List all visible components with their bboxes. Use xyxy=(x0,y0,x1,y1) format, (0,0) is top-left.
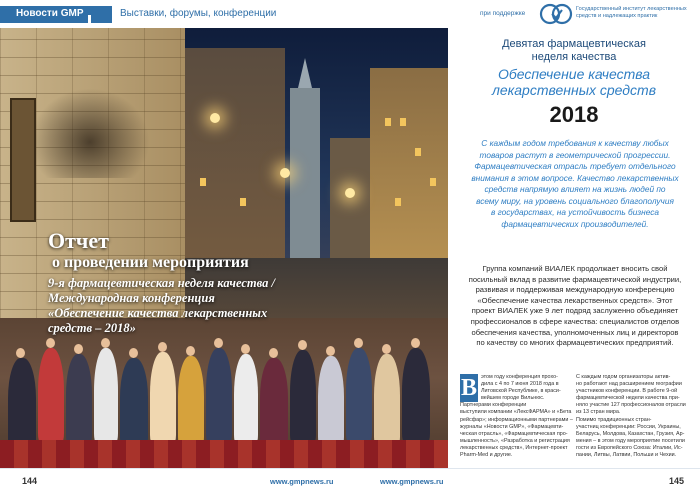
lit-window xyxy=(395,198,401,206)
attendee xyxy=(206,348,232,443)
attendee-head xyxy=(46,338,55,348)
intro-line: обеспечения качества, уполномоченных лиц и директоров xyxy=(471,327,679,337)
column-line: участников конференции. В работе 9-ой xyxy=(576,388,678,395)
attendee-head xyxy=(326,346,335,356)
attendee xyxy=(8,358,36,448)
column-line: этом году конференция прохо- xyxy=(481,374,558,380)
lead-line: Фармацевтическая отрасль требует отдельного xyxy=(474,161,676,171)
attendee-head xyxy=(158,342,167,352)
column-line: Партнерами конференции xyxy=(460,402,527,409)
attendee xyxy=(374,354,400,446)
article-headline xyxy=(448,66,700,98)
event-name-line: «Обеспечение качества лекарственных xyxy=(48,306,268,320)
column-line: мения – в этом году мероприятие посетили xyxy=(576,437,685,444)
section-tag-label: Новости GMP xyxy=(16,8,84,19)
attendee-head xyxy=(129,348,138,358)
attendee xyxy=(120,358,148,446)
attendee xyxy=(260,358,288,446)
attendee xyxy=(178,356,204,446)
article-column-1 xyxy=(460,374,576,459)
headline-line: Обеспечение качества xyxy=(497,66,651,82)
support-label: при поддержке xyxy=(480,10,526,17)
lead-line: фармацевтических производителей. xyxy=(501,218,649,229)
attendee-head xyxy=(74,344,83,354)
event-photo xyxy=(0,28,448,468)
intro-line: «Обеспечение качества лекарственных средств». Этот xyxy=(477,295,673,305)
kicker-line: неделя качества xyxy=(531,51,617,63)
column-line: вейшем городе Вильнюс. xyxy=(481,395,545,402)
report-title: Отчет xyxy=(48,228,109,253)
wall-window xyxy=(10,98,36,222)
event-name-line: Международная конференция xyxy=(48,291,215,305)
street-lamp-icon xyxy=(210,113,220,123)
lead-line: в государствах, на устойчивость бизнеса xyxy=(490,207,660,217)
column-line: фармацевтической недели качества при- xyxy=(576,395,680,402)
attendee xyxy=(94,348,118,443)
column-line: участниц конференции: России, Украины, xyxy=(576,423,681,430)
attendee xyxy=(234,354,258,444)
column-line: выступили компании «ЛексФАРМА» и «Бета xyxy=(460,409,572,416)
attendee xyxy=(318,356,344,446)
attendee xyxy=(402,348,430,443)
column-line: журналы «Новости GMP», «Фармацевти- xyxy=(460,423,564,430)
attendee xyxy=(66,354,92,444)
lead-line: С каждым годом требования к качеству любых xyxy=(481,138,669,148)
site-link-left[interactable]: www.gmpnews.ru xyxy=(270,477,334,486)
event-name xyxy=(48,276,348,336)
intro-line: по качеству со многих фармацевтических предприятий. xyxy=(476,338,674,348)
headline-line: лекарственных средств xyxy=(491,82,657,98)
street-lamp-icon xyxy=(280,168,290,178)
column-line: из 13 стран мира. xyxy=(576,409,621,416)
institute-name: Государственный институт лекарственных средств и надлежащих практик xyxy=(576,6,687,19)
section-tag-divider xyxy=(88,15,91,26)
intro-line: проект ВИАЛЕК уже 9 лет подряд заслуженно объединяет xyxy=(471,306,679,316)
attendee xyxy=(150,352,176,444)
column-line: гости из Европейского Союза: Италии, Ис- xyxy=(576,444,683,451)
intro-line: профессионалов в сфере качества: специалистов отделов xyxy=(470,316,680,326)
column-line: мышленность», «Разработка и регистрация xyxy=(460,437,570,444)
column-line: Pharm-Med и другие. xyxy=(460,452,513,459)
article-kicker xyxy=(448,38,700,64)
intro-line: развивая и поддерживая международную конференцию xyxy=(475,285,675,295)
intro-line: посильный вклад в развитие фармацевтической индустрии, xyxy=(468,274,682,284)
column-line: няло участие 127 профессионалов отрасли xyxy=(576,402,686,409)
lit-window xyxy=(400,118,406,126)
article-intro xyxy=(460,264,690,349)
intro-line: Группа компаний ВИАЛЕК продолжает вносить свой xyxy=(482,264,668,273)
lead-line: товаров растут в геометрической прогрессии. xyxy=(479,149,671,160)
church-spire xyxy=(298,58,312,88)
header-left xyxy=(0,0,350,28)
page-footer xyxy=(0,468,700,494)
column-line: Беларусь, Молдова, Казахстан, Грузия, Ар- xyxy=(576,430,685,437)
lead-line: средств напрямую влияет на жизнь людей по xyxy=(484,184,666,194)
page-number-right: 145 xyxy=(668,476,684,486)
page-number-left: 144 xyxy=(22,476,38,486)
lit-window xyxy=(415,148,421,156)
attendee xyxy=(346,348,372,443)
lit-window xyxy=(240,198,246,206)
column-line: ческая отрасль», «Фармацевтическая про- xyxy=(460,430,568,437)
column-line: но работают над расширением географии xyxy=(576,381,682,388)
attendee-head xyxy=(298,340,307,350)
section-title: Выставки, форумы, конференции xyxy=(120,8,277,19)
article-column-2 xyxy=(576,374,692,459)
column-line: Литовской Республике, в краси- xyxy=(481,388,561,395)
lit-window xyxy=(385,118,391,126)
section-tag xyxy=(0,6,112,23)
attendee-head xyxy=(214,338,223,348)
lantern-shadow xyxy=(30,88,150,178)
attendee-head xyxy=(382,344,391,354)
lit-window xyxy=(200,178,206,186)
site-link-right[interactable]: www.gmpnews.ru xyxy=(380,477,444,486)
column-line: пании, Литвы, Латвии, Польши и Чехии. xyxy=(576,452,677,459)
attendee xyxy=(290,350,316,444)
event-name-line: 9-я фармацевтическая неделя качества / xyxy=(48,276,275,290)
header-right xyxy=(350,0,700,28)
attendee-head xyxy=(186,346,195,356)
institute-logo-icon xyxy=(538,3,574,25)
column-line: С каждым годом организаторы актив- xyxy=(576,374,671,380)
lead-line: внимания в этом вопросе. Качество лекарственных xyxy=(471,172,679,183)
column-line: Помимо традиционных стран- xyxy=(576,416,652,423)
article-lead xyxy=(460,138,690,230)
column-line: рейсфар»; информационными партнерами – xyxy=(460,416,573,423)
dropcap: В xyxy=(460,375,477,401)
attendee-head xyxy=(241,344,250,354)
street-lamp-icon xyxy=(345,188,355,198)
attendee-head xyxy=(269,348,278,358)
attendee-head xyxy=(101,338,110,348)
attendee-head xyxy=(16,348,25,358)
article-page xyxy=(448,28,700,468)
attendee-head xyxy=(411,338,420,348)
attendee xyxy=(38,348,64,443)
report-subtitle: о проведении мероприятия xyxy=(52,254,249,271)
kicker-line: Девятая фармацевтическая xyxy=(502,38,646,50)
red-carpet xyxy=(0,440,448,468)
lead-line: всему миру, на уровень социального благополучия xyxy=(476,195,674,206)
attendee-head xyxy=(354,338,363,348)
lit-window xyxy=(430,178,436,186)
event-name-line: средств – 2018» xyxy=(48,321,136,335)
column-line: дила с 4 по 7 июня 2018 года в xyxy=(481,381,559,388)
column-line: лекарственных средств», Интернет-проект xyxy=(460,444,568,451)
article-year: 2018 xyxy=(549,102,599,127)
